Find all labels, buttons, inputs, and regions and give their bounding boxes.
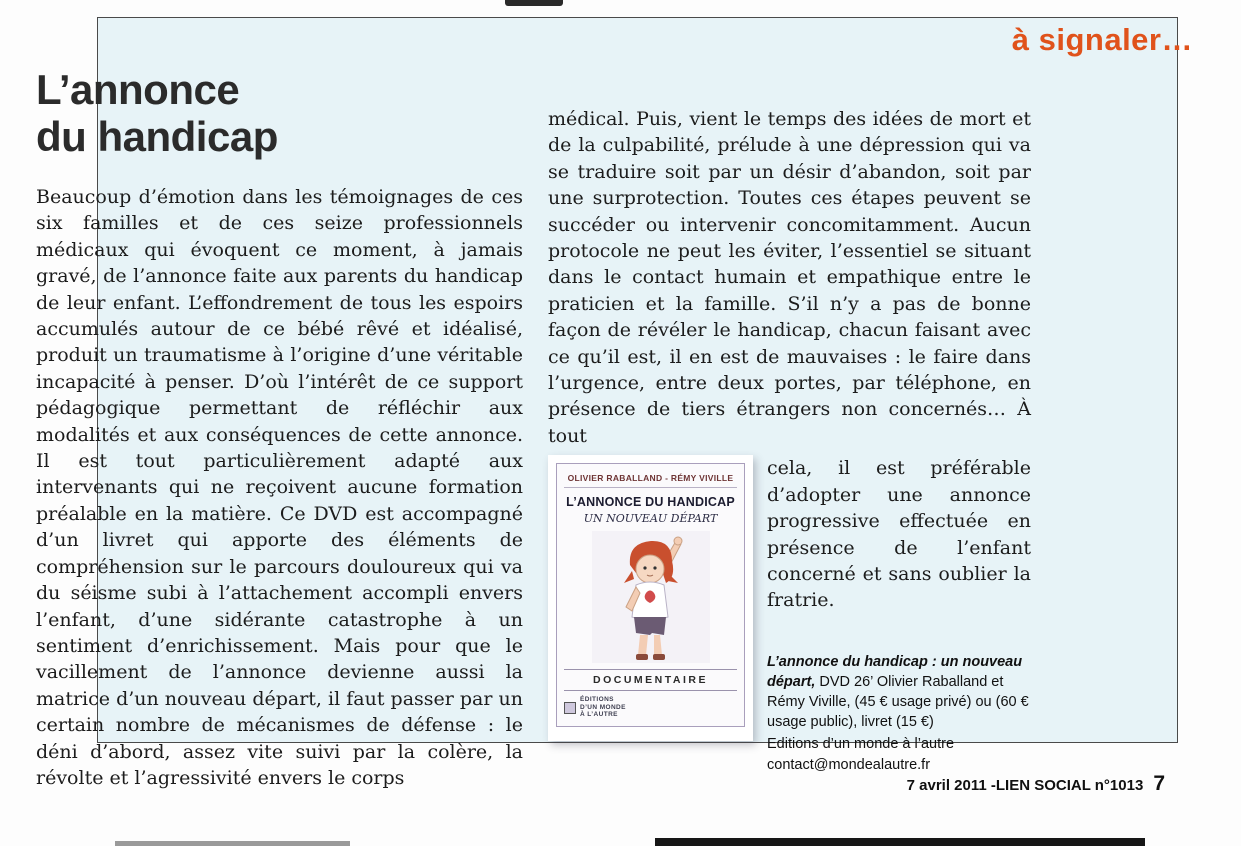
dvd-cover-subtitle: UN NOUVEAU DÉPART (583, 512, 718, 526)
article-title-line1: L’annonce (36, 66, 240, 113)
paragraph-right-column-top: médical. Puis, vient le temps des idées de mort et de la culpabilité, prélude à une dépression qui va se traduire soit par un désir d’abandon, soit par une surprotection. Toutes ces étapes peuvent se succéder ou intervenir concomitamment. Aucun protocole ne peut les éviter, l’essentiel se situant dans le contact humain et empathique entre le praticien et la famille. S’il n’y a pas de bonne façon de révéler le handicap, chacun faisant avec ce qu’il est, il en est de mauvaises : le faire dans l’urgence, entre deux portes, par téléphone, en présence de tiers étrangers non concernés… À tout (548, 108, 1031, 447)
scan-artifact-bottom-gray (115, 841, 350, 846)
footer-page-number: 7 (1153, 772, 1165, 795)
dvd-caption-contact-email: contact@mondealautre.fr (767, 756, 931, 773)
dvd-caption-credits: DVD 26’ Olivier Raballand et Rémy Viville, (45 € usage privé) ou (60 € usage public), livret (15 €) (767, 673, 1029, 730)
dvd-cover-publisher (564, 696, 737, 719)
footer-date: 7 avril 2011 - (906, 777, 996, 794)
dvd-caption (767, 652, 1031, 775)
publisher-line3: À L’AUTRE (580, 711, 618, 719)
dvd-caption-publisher: Editions d’un monde à l’autre (767, 735, 955, 752)
paragraph-right-column-wrap: cela, il est préférable d’adopter une annonce progressive effectuée en présence de l’enfant concerné et sans oublier la fratrie. (767, 457, 1031, 612)
left-column (36, 66, 523, 791)
scan-artifact-bottom-dark (655, 838, 1145, 846)
section-header: à signaler… (1011, 22, 1193, 57)
dvd-cover-title: L’ANNONCE DU HANDICAP (566, 495, 735, 510)
dvd-caption-text (767, 652, 1031, 732)
dvd-cover (556, 463, 745, 727)
scan-artifact-top (505, 0, 563, 6)
dvd-caption-title: L’annonce du handicap : un nouveau départ, (767, 653, 1023, 690)
publisher-line1: ÉDITIONS (580, 696, 614, 704)
dvd-cover-photo (548, 455, 753, 741)
dvd-cover-genre: DOCUMENTAIRE (564, 669, 737, 691)
right-column (548, 106, 1031, 775)
article-title-line2: du handicap (36, 113, 278, 160)
media-row (548, 455, 1031, 774)
page-footer (907, 772, 1165, 796)
publisher-logo-icon (564, 702, 576, 714)
dvd-cover-illustration (592, 531, 710, 663)
footer-magazine-issue: LIEN SOCIAL n°1013 (995, 777, 1144, 794)
publisher-line2: D’UN MONDE (580, 703, 626, 711)
media-right-block (767, 455, 1031, 774)
article-title (36, 66, 523, 160)
paragraph-left-column: Beaucoup d’émotion dans les témoignages de ces six familles et de ces seize professionnels médicaux qui évoquent ce moment, à jamais gravé, de l’annonce faite aux parents du handicap de leur enfant. L’effondrement de tous les espoirs accumulés autour de ce bébé rêvé et idéalisé, produit un traumatisme à l’origine d’une véritable incapacité à penser. D’où l’intérêt de ce support pédagogique permettant de réfléchir aux modalités et aux conséquences de cette annonce. Il est tout particulièrement adapté aux intervenants qui ne reçoivent aucune formation préalable en la matière. Ce DVD est accompagné d’un livret qui apporte des éléments de compréhension sur le parcours douloureux qui va du séisme subi à l’attachement accompli envers l’enfant, d’une sidérante catastrophe à un sentiment d’enrichissement. Mais pour que le vacillement de l’annonce devienne aussi la matrice d’un nouveau départ, il faut passer par un certain nombre de mécanismes de défense : le déni d’abord, assez vite suivi par la colère, la révolte et l’agressivité envers le corps (36, 186, 523, 789)
publisher-name (580, 696, 626, 719)
dvd-cover-authors: OLIVIER RABALLAND - RÉMY VIVILLE (564, 473, 737, 488)
